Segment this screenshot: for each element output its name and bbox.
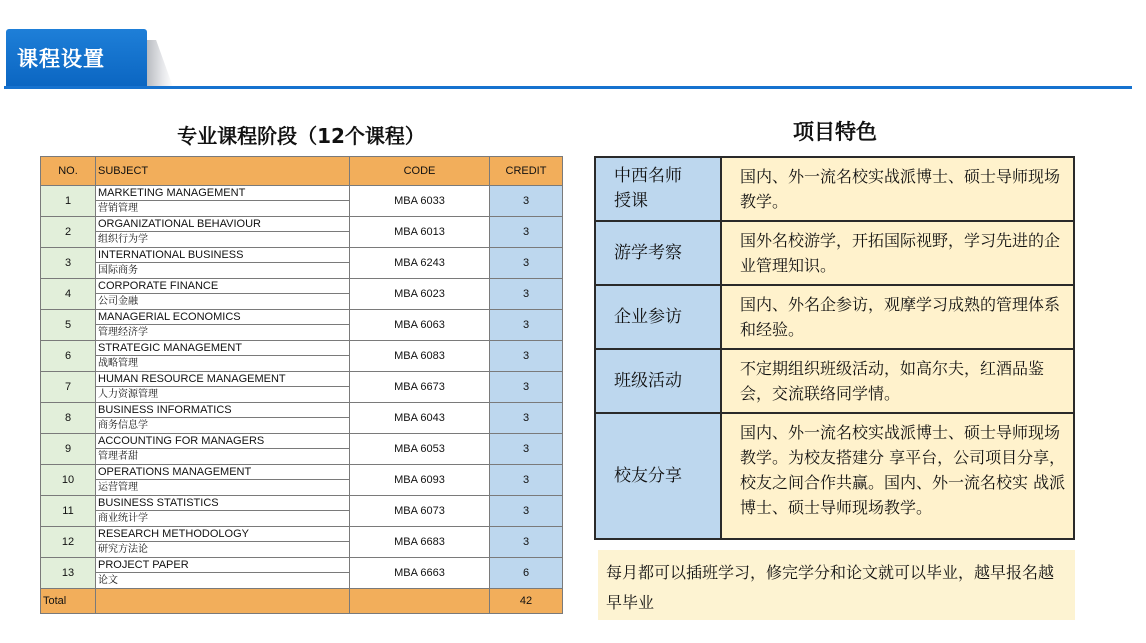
- course-code: MBA 6243: [350, 248, 490, 279]
- course-no: 2: [41, 217, 96, 248]
- course-row: [41, 279, 563, 294]
- course-code: MBA 6093: [350, 465, 490, 496]
- features-table: [594, 156, 1075, 540]
- course-row: [41, 217, 563, 232]
- features-title: 项目特色: [793, 120, 877, 144]
- feature-description: 国外名校游学，开拓国际视野，学习先进的企业管理知识。: [722, 222, 1073, 284]
- course-no: 5: [41, 310, 96, 341]
- course-no: 10: [41, 465, 96, 496]
- course-credit: 3: [490, 217, 563, 248]
- course-subject-cn: 论文: [96, 573, 350, 589]
- course-no: 3: [41, 248, 96, 279]
- feature-description: 国内、外一流名校实战派博士、硕士导师现场教学。为校友搭建分 享平台，公司项目分享，校友之间合作共赢。国内、外一流名校实 战派博士、硕士导师现场教学。: [722, 414, 1073, 538]
- feature-label: 校友分享: [596, 414, 720, 538]
- course-code: MBA 6663: [350, 558, 490, 589]
- feature-description: 不定期组织班级活动，如高尔夫，红酒品鉴会，交流联络同学情。: [722, 350, 1073, 412]
- feature-row: [596, 350, 1073, 412]
- course-credit: 3: [490, 527, 563, 558]
- course-subject-cn: 国际商务: [96, 263, 350, 279]
- course-subject-en: MANAGERIAL ECONOMICS: [96, 310, 350, 325]
- course-subject-en: BUSINESS STATISTICS: [96, 496, 350, 511]
- course-subject-cn: 研究方法论: [96, 542, 350, 558]
- course-row: [41, 403, 563, 418]
- column-header-no: NO.: [41, 157, 96, 186]
- course-subject-cn: 管理者甜: [96, 449, 350, 465]
- course-credit: 3: [490, 434, 563, 465]
- course-row: [41, 341, 563, 356]
- course-credit: 3: [490, 248, 563, 279]
- course-code: MBA 6043: [350, 403, 490, 434]
- course-row: [41, 527, 563, 542]
- course-table-header: [41, 157, 563, 186]
- course-subject-cn: 商务信息学: [96, 418, 350, 434]
- course-row: [41, 310, 563, 325]
- course-code: MBA 6673: [350, 372, 490, 403]
- course-credit: 3: [490, 465, 563, 496]
- course-subject-en: CORPORATE FINANCE: [96, 279, 350, 294]
- feature-description: 国内、外一流名校实战派博士、硕士导师现场教学。: [722, 158, 1073, 220]
- course-row: [41, 465, 563, 480]
- course-code: MBA 6083: [350, 341, 490, 372]
- course-credit: 3: [490, 186, 563, 217]
- course-table: [40, 156, 563, 614]
- feature-label: 企业参访: [596, 286, 720, 348]
- total-code-cell: [350, 589, 490, 614]
- course-subject-en: INTERNATIONAL BUSINESS: [96, 248, 350, 263]
- course-credit: 3: [490, 372, 563, 403]
- course-subject-en: BUSINESS INFORMATICS: [96, 403, 350, 418]
- course-subject-cn: 商业统计学: [96, 511, 350, 527]
- course-no: 12: [41, 527, 96, 558]
- course-row: [41, 186, 563, 201]
- course-subject-en: STRATEGIC MANAGEMENT: [96, 341, 350, 356]
- total-credit: 42: [490, 589, 563, 614]
- course-subject-cn: 组织行为学: [96, 232, 350, 248]
- total-row: [41, 589, 563, 614]
- course-code: MBA 6053: [350, 434, 490, 465]
- section-title-tab: [6, 29, 147, 86]
- course-row: [41, 558, 563, 573]
- feature-row: [596, 286, 1073, 348]
- course-no: 4: [41, 279, 96, 310]
- course-code: MBA 6063: [350, 310, 490, 341]
- course-no: 6: [41, 341, 96, 372]
- course-no: 1: [41, 186, 96, 217]
- course-subject-cn: 公司金融: [96, 294, 350, 310]
- course-subject-en: OPERATIONS MANAGEMENT: [96, 465, 350, 480]
- course-credit: 3: [490, 403, 563, 434]
- course-no: 9: [41, 434, 96, 465]
- feature-row: [596, 414, 1073, 538]
- course-no: 7: [41, 372, 96, 403]
- course-code: MBA 6033: [350, 186, 490, 217]
- column-header-credit: CREDIT: [490, 157, 563, 186]
- section-divider: [4, 86, 1132, 89]
- course-row: [41, 434, 563, 449]
- feature-label: 班级活动: [596, 350, 720, 412]
- course-credit: 3: [490, 496, 563, 527]
- column-header-subject: SUBJECT: [96, 157, 350, 186]
- course-credit: 3: [490, 279, 563, 310]
- course-subject-en: PROJECT PAPER: [96, 558, 350, 573]
- course-subject-en: MARKETING MANAGEMENT: [96, 186, 350, 201]
- course-table-body: [41, 186, 563, 589]
- course-credit: 3: [490, 310, 563, 341]
- course-code: MBA 6023: [350, 279, 490, 310]
- course-no: 13: [41, 558, 96, 589]
- course-row: [41, 248, 563, 263]
- course-code: MBA 6013: [350, 217, 490, 248]
- course-credit: 3: [490, 341, 563, 372]
- course-credit: 6: [490, 558, 563, 589]
- feature-row: [596, 222, 1073, 284]
- section-title-shadow: [147, 40, 173, 87]
- feature-label: 中西名师授课: [596, 158, 720, 220]
- course-subject-cn: 运营管理: [96, 480, 350, 496]
- course-subject-en: ACCOUNTING FOR MANAGERS: [96, 434, 350, 449]
- course-subject-cn: 管理经济学: [96, 325, 350, 341]
- course-subject-cn: 战略管理: [96, 356, 350, 372]
- course-table-title: 专业课程阶段（12个课程）: [177, 124, 425, 148]
- column-header-code: CODE: [350, 157, 490, 186]
- course-subject-cn: 人力资源管理: [96, 387, 350, 403]
- course-subject-en: ORGANIZATIONAL BEHAVIOUR: [96, 217, 350, 232]
- course-code: MBA 6073: [350, 496, 490, 527]
- course-subject-en: HUMAN RESOURCE MANAGEMENT: [96, 372, 350, 387]
- course-code: MBA 6683: [350, 527, 490, 558]
- course-no: 8: [41, 403, 96, 434]
- course-row: [41, 496, 563, 511]
- total-subject-cell: [96, 589, 350, 614]
- feature-row: [596, 158, 1073, 220]
- feature-description: 国内、外名企参访，观摩学习成熟的管理体系和经验。: [722, 286, 1073, 348]
- section-title: 课程设置: [17, 46, 105, 71]
- course-subject-en: RESEARCH METHODOLOGY: [96, 527, 350, 542]
- course-row: [41, 372, 563, 387]
- course-no: 11: [41, 496, 96, 527]
- course-subject-cn: 营销管理: [96, 201, 350, 217]
- feature-label: 游学考察: [596, 222, 720, 284]
- total-label: Total: [41, 589, 96, 614]
- enrollment-note: 每月都可以插班学习，修完学分和论文就可以毕业，越早报名越早毕业: [598, 550, 1075, 620]
